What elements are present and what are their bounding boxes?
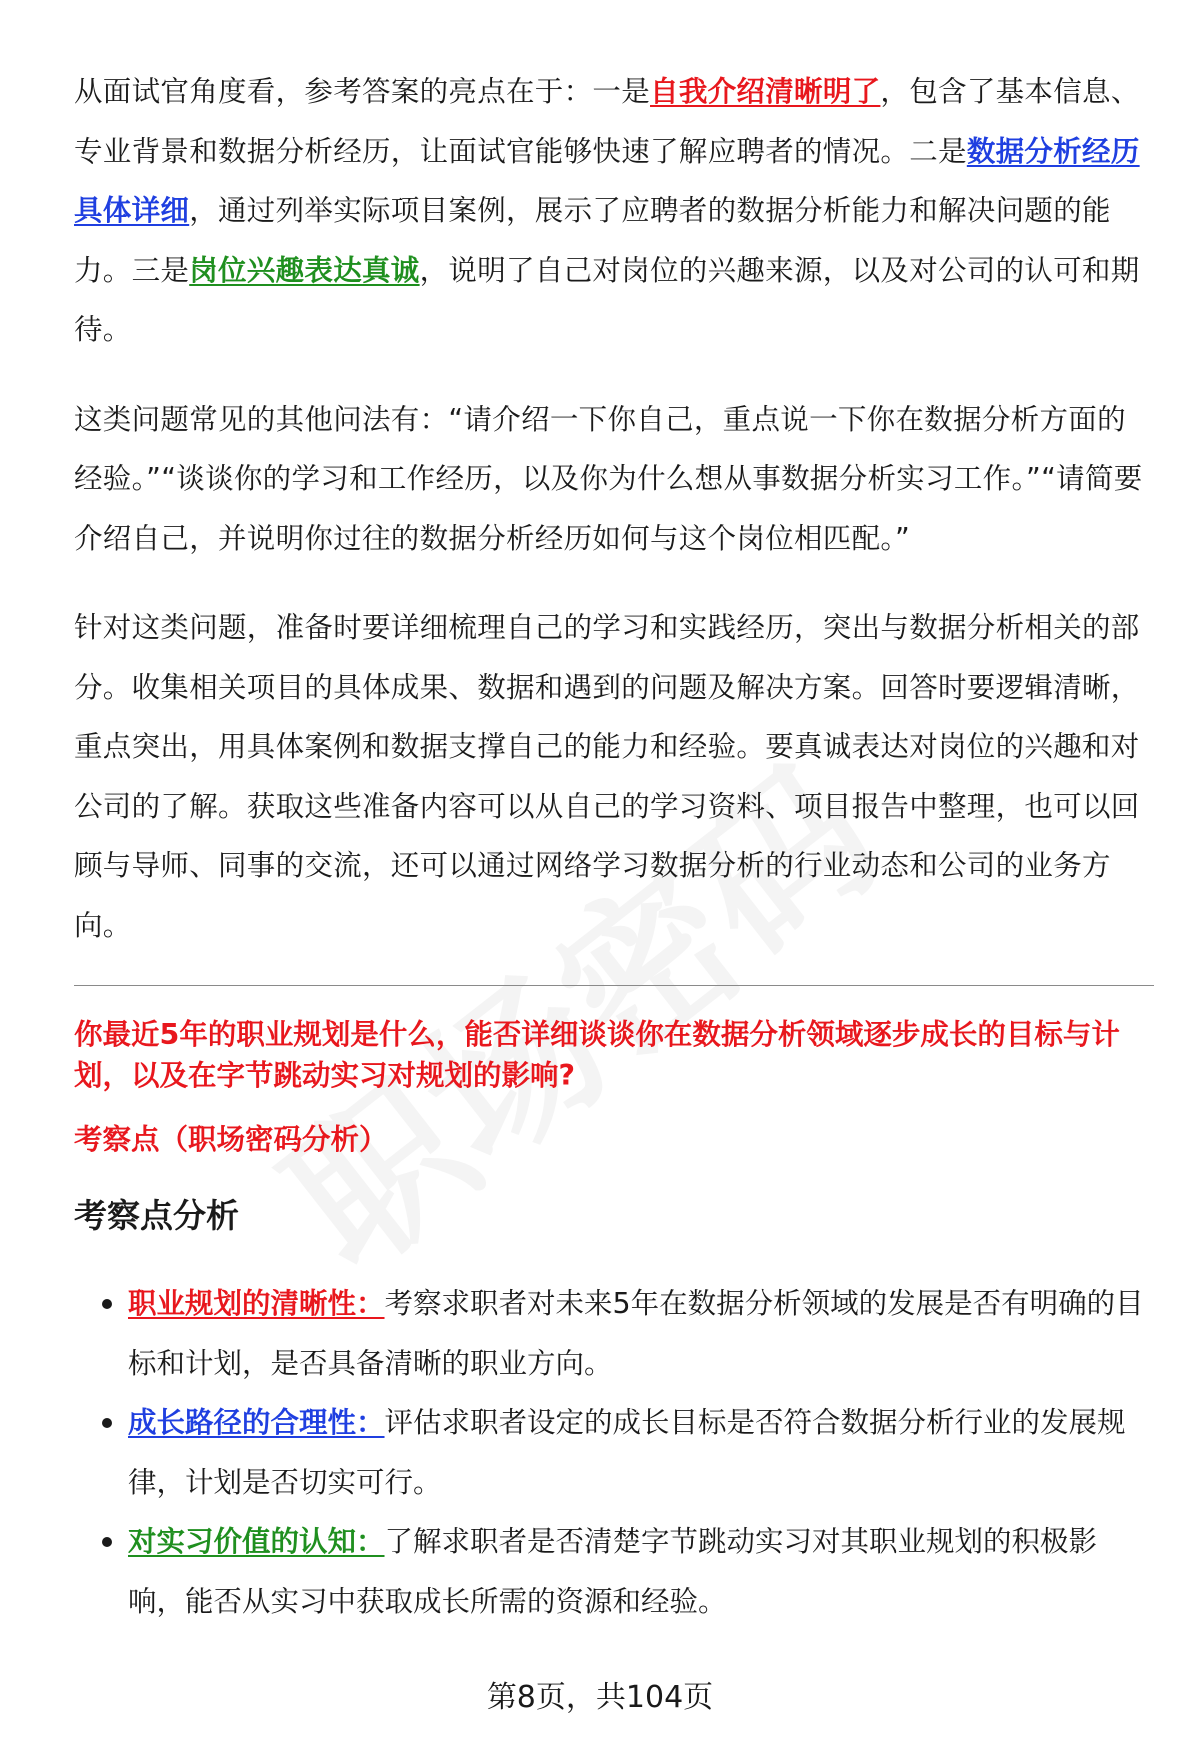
- list-item: [128, 1274, 1154, 1393]
- paragraph-highlights: [74, 62, 1154, 360]
- para1-text-1: 从面试官角度看，参考答案的亮点在于：一是: [74, 75, 651, 108]
- bullet-icon: [102, 1299, 112, 1309]
- divider: [74, 985, 1154, 986]
- analysis-points: [74, 1274, 1154, 1631]
- para1-text-3: ，通过列举实际项目案例，展示了应聘者的数据分析能力和解决问题的能力。三是: [74, 194, 1111, 287]
- bullet-icon: [102, 1537, 112, 1547]
- para1-text-4: ，说明了自己对岗位的兴趣来源，以及对公司的认可和期待。: [74, 253, 1140, 346]
- kaocha-label: 考察点（职场密码分析）: [74, 1123, 388, 1156]
- list-item: [128, 1512, 1154, 1631]
- para1-text-2: ，包含了基本信息、专业背景和数据分析经历，让面试官能够快速了解应聘者的情况。二是: [74, 75, 1140, 168]
- paragraph-other-questions: 这类问题常见的其他问法有：“请介绍一下你自己，重点说一下你在数据分析方面的经验。”“谈谈你的学习和工作经历，以及你为什么想从事数据分析实习工作。”“请简要介绍自己，并说明你过往的数据分析经历如何与这个岗位相匹配。”: [74, 402, 1143, 555]
- highlight-self-intro: 自我介绍清晰明了: [650, 75, 881, 108]
- paragraph-preparation: 针对这类问题，准备时要详细梳理自己的学习和实践经历，突出与数据分析相关的部分。收集相关项目的具体成果、数据和遇到的问题及解决方案。回答时要逻辑清晰，重点突出，用具体案例和数据支撑自己的能力和经验。要真诚表达对岗位的兴趣和对公司的了解。获取这些准备内容可以从自己的学习资料、项目报告中整理，也可以回顾与导师、同事的交流，还可以通过网络学习数据分析的行业动态和公司的业务方向。: [74, 611, 1140, 942]
- highlight-job-interest: 岗位兴趣表达真诚: [189, 253, 420, 287]
- interview-question: 你最近5年的职业规划是什么，能否详细谈谈你在数据分析领域逐步成长的目标与计划，以及在字节跳动实习对规划的影响?: [74, 1018, 1120, 1092]
- list-item: [128, 1393, 1154, 1512]
- document-page: [74, 62, 1154, 1631]
- point-text: 评估求职者设定的成长目标是否符合数据分析行业的发展规律，计划是否切实可行。: [128, 1406, 1126, 1499]
- point-label: 职业规划的清晰性：: [128, 1287, 385, 1320]
- page-number: 第8页，共104页: [486, 1680, 714, 1715]
- bullet-icon: [102, 1418, 112, 1428]
- point-label: 成长路径的合理性：: [128, 1406, 385, 1439]
- point-text: 了解求职者是否清楚字节跳动实习对其职业规划的积极影响，能否从实习中获取成长所需的资源和经验。: [128, 1525, 1098, 1618]
- point-label: 对实习价值的认知：: [128, 1525, 385, 1558]
- point-text: 考察求职者对未来5年在数据分析领域的发展是否有明确的目标和计划，是否具备清晰的职业方向。: [128, 1287, 1144, 1380]
- section-title: 考察点分析: [74, 1196, 239, 1235]
- highlight-data-experience: 数据分析经历具体详细: [74, 134, 1140, 227]
